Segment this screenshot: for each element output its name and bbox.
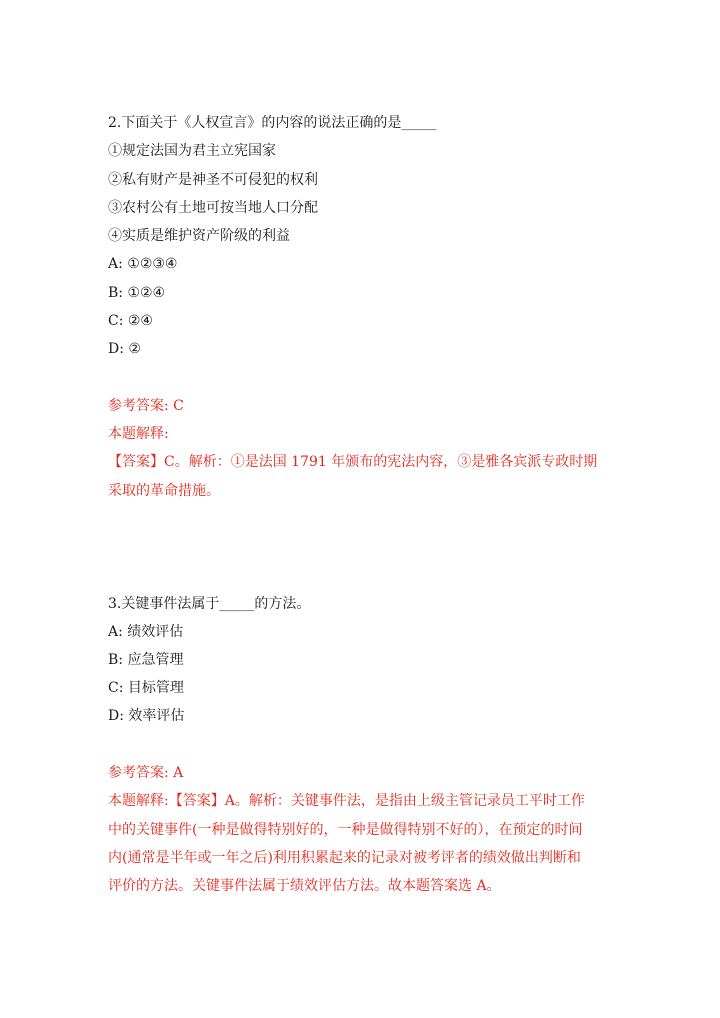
question-2-option-c: C: ②④ xyxy=(108,313,153,329)
question-2-explanation-label: 本题解释: xyxy=(108,426,169,442)
question-2-option-b: B: ①②④ xyxy=(108,285,166,301)
question-3-explanation-line-2: 中的关键事件(一种是做得特别好的，一种是做得特别不好的），在预定的时间 xyxy=(108,822,583,838)
question-2-statement-4: ④实质是维护资产阶级的利益 xyxy=(108,228,290,244)
question-3-option-c: C: 目标管理 xyxy=(108,680,184,696)
question-2-explanation-line-2: 采取的革命措施。 xyxy=(108,483,220,499)
question-3-option-b: B: 应急管理 xyxy=(108,652,184,668)
question-3-explanation-line-1: 本题解释:【答案】A。解析：关键事件法，是指由上级主管记录员工平时工作 xyxy=(108,793,585,809)
question-2-statement-3: ③农村公有土地可按当地人口分配 xyxy=(108,200,318,216)
question-2-text: 2.下面关于《人权宣言》的内容的说法正确的是_____ xyxy=(108,115,437,131)
question-3-explanation-line-4: 评价的方法。关键事件法属于绩效评估方法。故本题答案选 A。 xyxy=(108,878,501,894)
question-2-option-a: A: ①②③④ xyxy=(108,256,178,272)
question-3-option-a: A: 绩效评估 xyxy=(108,624,184,640)
question-2-explanation-line-1: 【答案】C。解析：①是法国 1791 年颁布的宪法内容，③是雅各宾派专政时期 xyxy=(108,454,598,470)
question-2-statement-1: ①规定法国为君主立宪国家 xyxy=(108,143,276,159)
question-2-statement-2: ②私有财产是神圣不可侵犯的权利 xyxy=(108,172,318,188)
question-2-answer: 参考答案: C xyxy=(108,398,184,414)
question-2-option-d: D: ② xyxy=(108,341,141,357)
question-3-text: 3.关键事件法属于_____的方法。 xyxy=(108,596,311,612)
question-3-answer: 参考答案: A xyxy=(108,765,184,781)
question-3-option-d: D: 效率评估 xyxy=(108,708,185,724)
question-3-explanation-line-3: 内(通常是半年或一年之后)利用积累起来的记录对被考评者的绩效做出判断和 xyxy=(108,850,581,866)
